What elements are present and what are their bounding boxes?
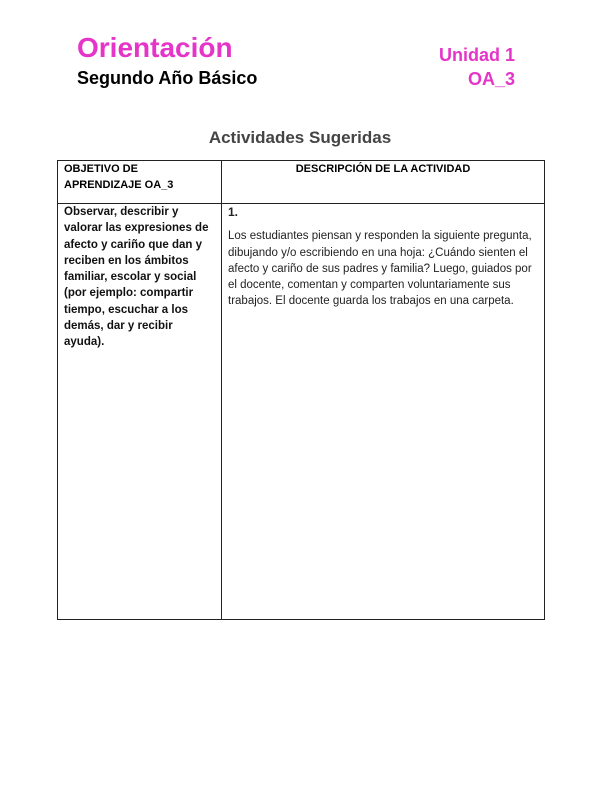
description-column-header: DESCRIPCIÓN DE LA ACTIVIDAD	[222, 161, 545, 204]
activities-table	[57, 160, 545, 620]
oa-code: OA_3	[467, 69, 515, 89]
subject-title: Orientación	[77, 32, 233, 63]
objective-column-header: OBJETIVO DE APRENDIZAJE OA_3	[58, 161, 222, 204]
section-title: Actividades Sugeridas	[208, 128, 392, 147]
unit-label: Unidad 1	[438, 45, 515, 65]
activity-description-cell	[222, 204, 545, 620]
table-row	[58, 204, 545, 620]
learning-objective-text: Observar, describir y valorar las expresiones de afecto y cariño que dan y reciben en los ámbitos familiar, escolar y social (por ejemplo: compartir tiempo, escuchar a los demás, dar y recibir ayuda).	[58, 204, 222, 620]
activity-number: 1.	[228, 205, 239, 219]
table-header-row	[58, 161, 545, 204]
grade-subtitle: Segundo Año Básico	[77, 68, 258, 88]
activity-description-text: Los estudiantes piensan y responden la siguiente pregunta, dibujando y/o escribiendo en una hoja: ¿Cuándo sienten el afecto y cariño de sus padres y familia? Luego, guiados por el docente, comentan y comparten voluntariamente sus trabajos. El docente guarda los trabajos en una carpeta.	[228, 230, 532, 308]
